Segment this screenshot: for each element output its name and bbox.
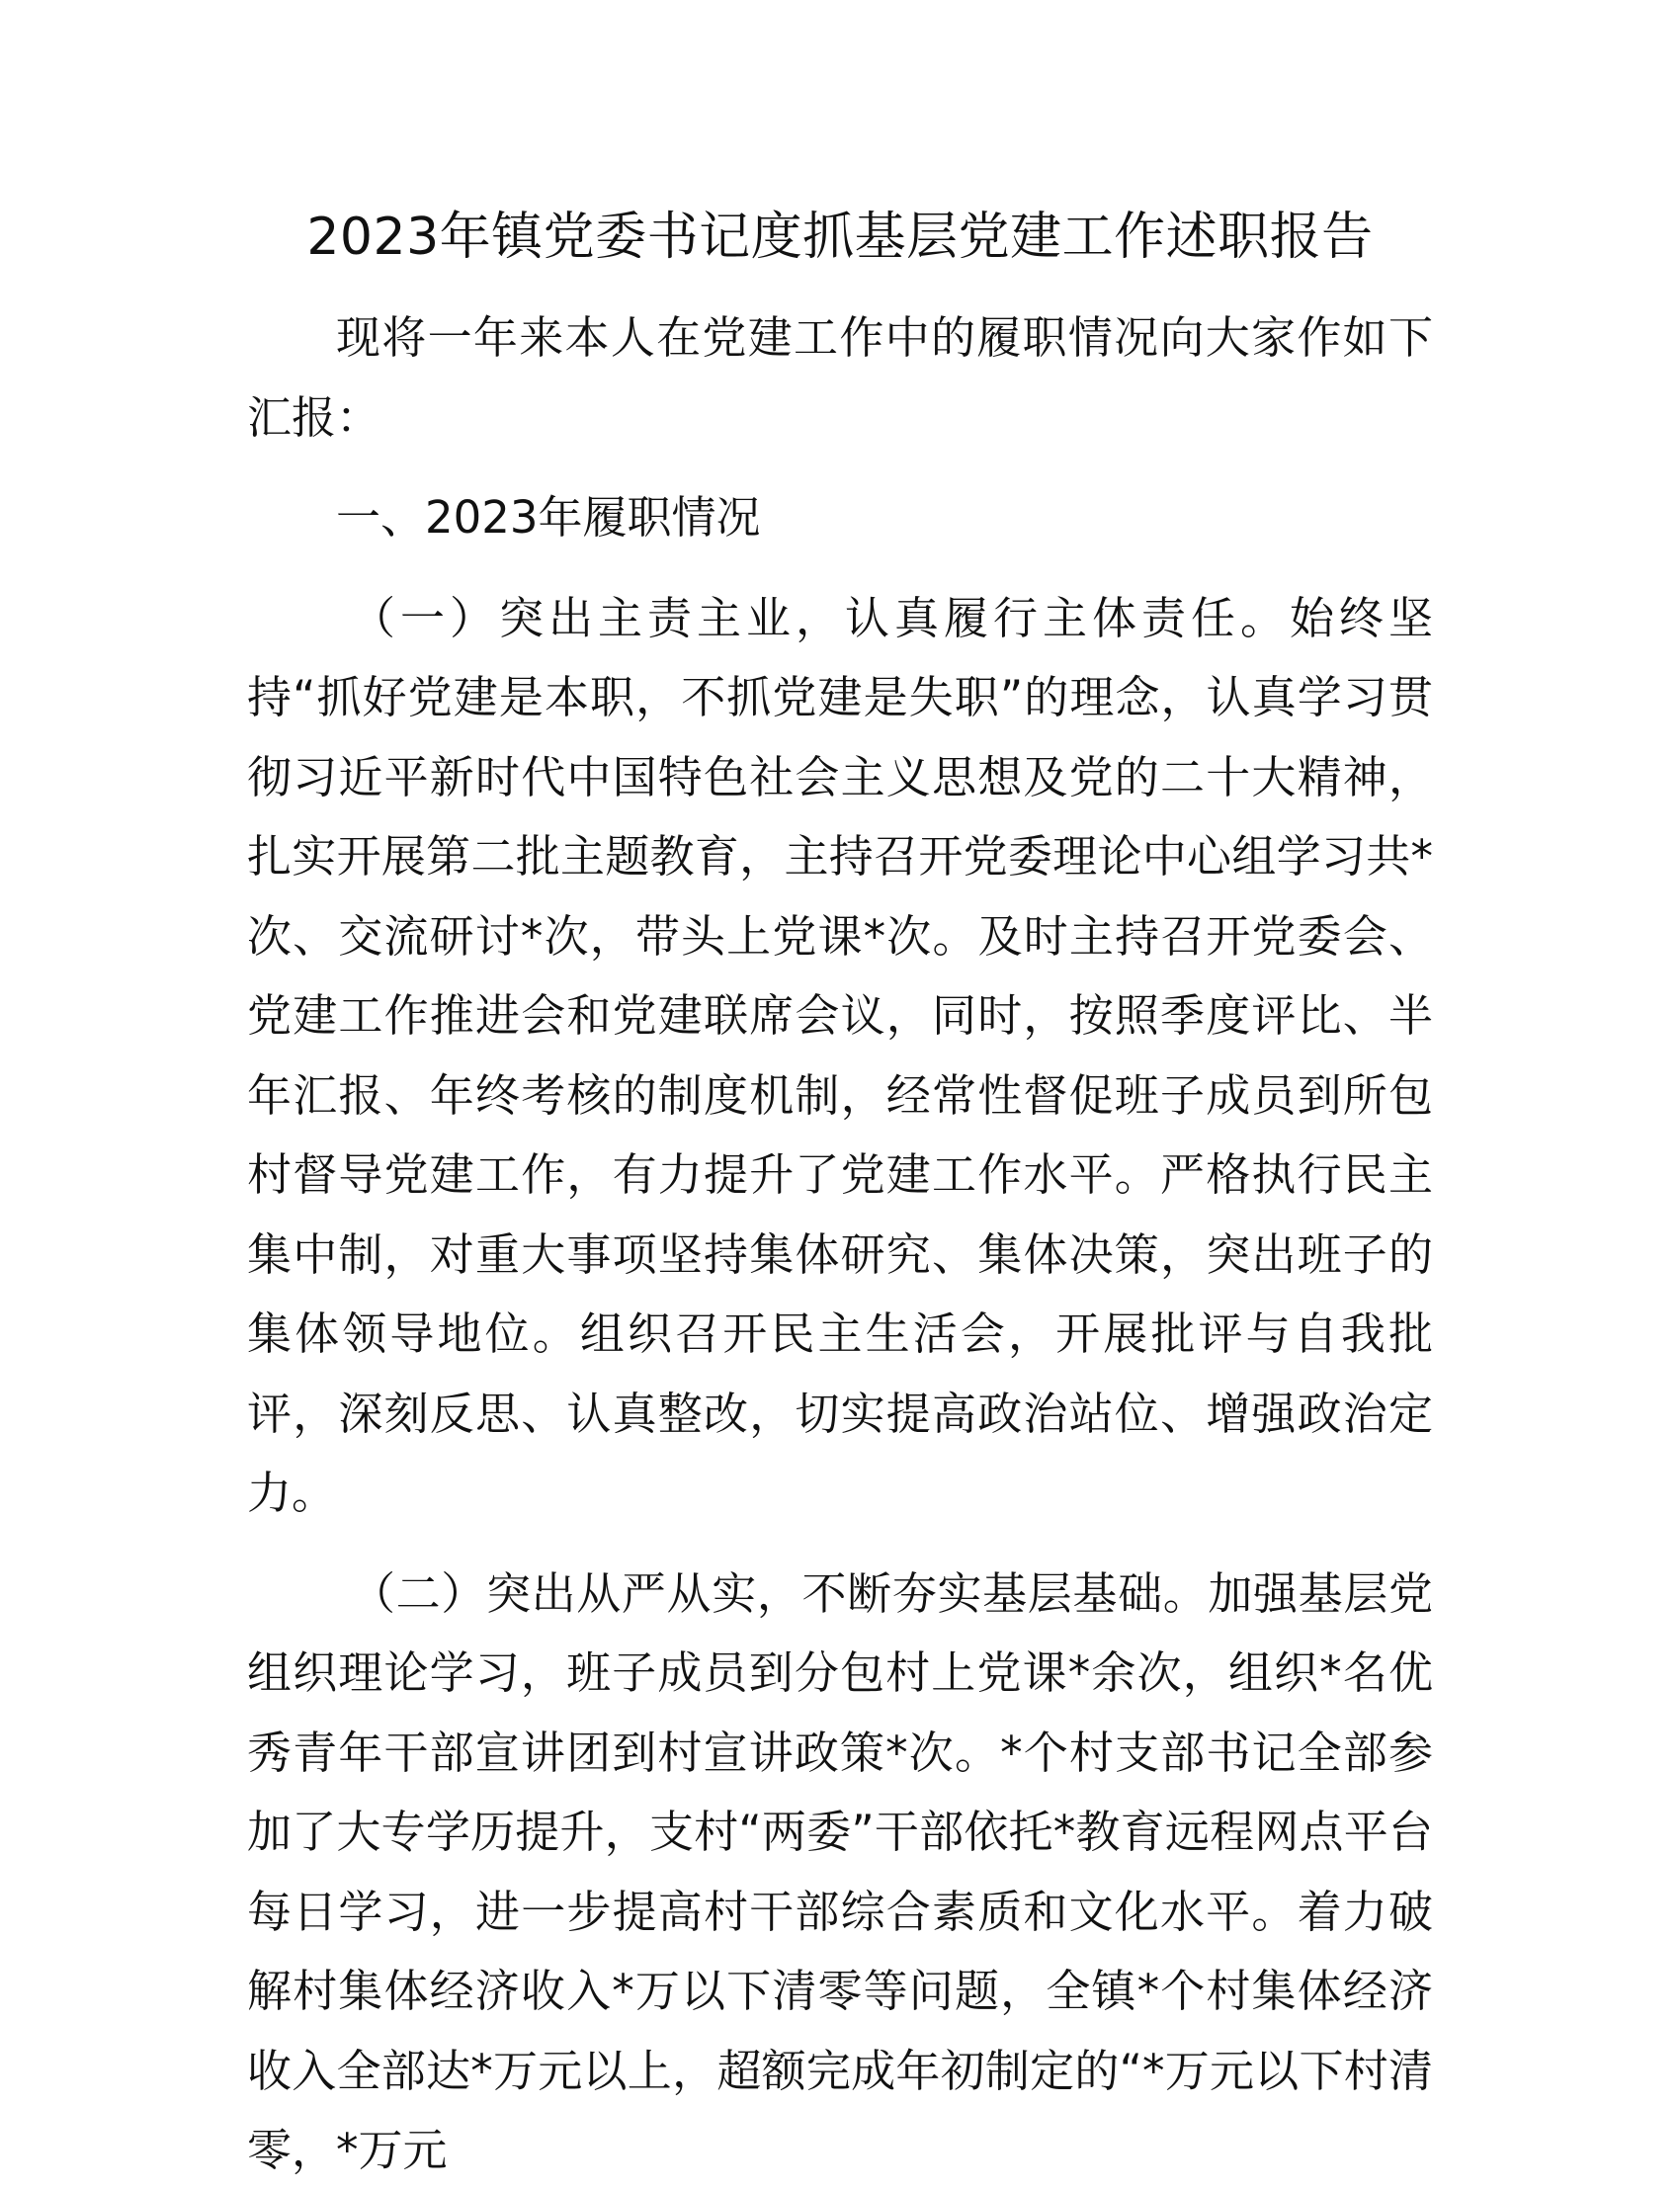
section-heading: 一、2023年履职情况 [336, 491, 761, 544]
subsection-2-paragraph: （二）突出从严从实，不断夯实基层基础。加强基层党组织理论学习，班子成员到分包村上党课*余次，组织*名优秀青年干部宣讲团到村宣讲政策*次。*个村支部书记全部参加了大专学历提升，支村“两委”干部依托*教育远程网点平台每日学习，进一步提高村干部综合素质和文化水平。着力破解村集体经济收入*万以下清零等问题，全镇*个村集体经济收入全部达*万元以上，超额完成年初制定的“*万元以下村清零，*万元 [247, 1566, 1433, 2176]
subsection-1-paragraph: （一）突出主责主业，认真履行主体责任。始终坚持“抓好党建是本职，不抓党建是失职”的理念，认真学习贯彻习近平新时代中国特色社会主义思想及党的二十大精神，扎实开展第二批主题教育，主持召开党委理论中心组学习共*次、交流研讨*次，带头上党课*次。及时主持召开党委会、党建工作推进会和党建联席会议，同时，按照季度评比、半年汇报、年终考核的制度机制，经常性督促班子成员到所包村督导党建工作，有力提升了党建工作水平。严格执行民主集中制，对重大事项坚持集体研究、集体决策，突出班子的集体领导地位。组织召开民主生活会，开展批评与自我批评，深刻反思、认真整改，切实提高政治站位、增强政治定力。 [247, 591, 1433, 1519]
document-title: 2023年镇党委书记度抓基层党建工作述职报告 [306, 208, 1374, 267]
intro-paragraph: 现将一年来本人在党建工作中的履职情况向大家作如下汇报： [247, 311, 1433, 444]
document-body [247, 298, 1433, 2191]
